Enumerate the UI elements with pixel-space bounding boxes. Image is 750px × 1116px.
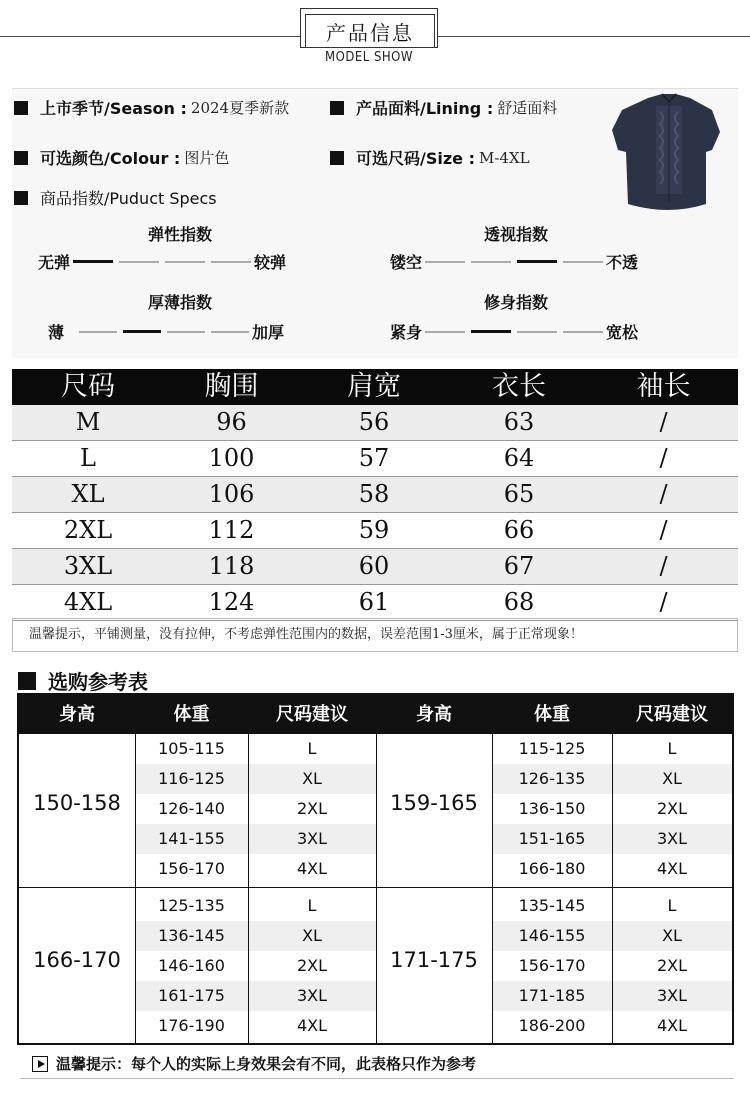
weight-range: 186-200 bbox=[518, 1016, 586, 1035]
size-reference-table bbox=[17, 693, 734, 1045]
scale-segment bbox=[211, 331, 249, 333]
length-col-header: 衣长 bbox=[492, 371, 546, 402]
reference-title bbox=[18, 666, 148, 695]
size-suggestion: 4XL bbox=[296, 1016, 328, 1035]
table-row bbox=[12, 441, 738, 477]
size-suggestion: 2XL bbox=[296, 799, 328, 818]
size-suggestion: 3XL bbox=[656, 986, 688, 1005]
scale-segment bbox=[517, 260, 557, 263]
cell-size: 2XL bbox=[63, 516, 113, 544]
scale-segment bbox=[563, 331, 603, 333]
size-suggestion: 4XL bbox=[656, 859, 688, 878]
size-suggestion: 2XL bbox=[656, 799, 688, 818]
size-info bbox=[330, 146, 530, 169]
cell-chest: 112 bbox=[208, 516, 255, 544]
elasticity-scale bbox=[38, 250, 286, 273]
lining-value: 舒适面料 bbox=[497, 99, 558, 117]
page-title: 产品信息 bbox=[305, 14, 435, 48]
cell-size: 4XL bbox=[63, 588, 113, 616]
bullet-square-icon bbox=[330, 151, 344, 165]
height-col-header: 身高 bbox=[416, 704, 452, 725]
colour-label: 可选颜色/Colour : bbox=[40, 149, 181, 168]
season-value: 2024夏季新款 bbox=[190, 99, 290, 117]
table-row bbox=[12, 585, 738, 621]
scale-segment bbox=[471, 261, 511, 263]
weight-range: 135-145 bbox=[518, 896, 586, 915]
fit-scale bbox=[390, 320, 638, 343]
size-suggest-col-header: 尺码建议 bbox=[636, 704, 708, 725]
colour-value: 图片色 bbox=[184, 149, 230, 167]
scale-right-label: 较弹 bbox=[254, 253, 287, 272]
cell-chest: 106 bbox=[208, 480, 255, 508]
height-range: 171-175 bbox=[390, 948, 478, 972]
cell-length: 63 bbox=[503, 408, 535, 436]
cell-length: 65 bbox=[503, 480, 535, 508]
cell-size: L bbox=[80, 444, 96, 472]
size-suggestion: L bbox=[667, 739, 677, 758]
spec-title-transparency: 透视指数 bbox=[483, 225, 548, 244]
reference-header bbox=[19, 695, 732, 734]
cell-length: 64 bbox=[503, 444, 535, 472]
weight-range: 171-185 bbox=[518, 986, 586, 1005]
weight-range: 156-170 bbox=[158, 859, 225, 878]
size-suggestion: L bbox=[667, 896, 677, 915]
table-row bbox=[12, 549, 738, 585]
size-label: 可选尺码/Size : bbox=[356, 149, 475, 168]
height-range: 159-165 bbox=[390, 791, 478, 815]
weight-range: 141-155 bbox=[158, 829, 225, 848]
size-suggestion: 3XL bbox=[296, 986, 328, 1005]
bullet-square-icon bbox=[14, 101, 28, 115]
scale-left-label: 紧身 bbox=[390, 323, 423, 342]
cell-size: 3XL bbox=[63, 552, 113, 580]
scale-segment bbox=[119, 261, 159, 263]
weight-range: 176-190 bbox=[158, 1016, 225, 1035]
sleeve-col-header: 袖长 bbox=[636, 371, 691, 402]
lining-info bbox=[330, 96, 557, 119]
cell-length: 67 bbox=[503, 552, 535, 580]
cell-length: 68 bbox=[503, 588, 535, 616]
table-row bbox=[12, 405, 738, 441]
scale-right-label: 不透 bbox=[606, 253, 639, 272]
weight-range: 156-170 bbox=[518, 956, 586, 975]
scale-segment bbox=[167, 331, 205, 333]
colour-info bbox=[14, 146, 229, 169]
weight-range: 126-140 bbox=[158, 799, 225, 818]
weight-range: 116-125 bbox=[158, 769, 225, 788]
scale-left-label: 无弹 bbox=[38, 253, 71, 272]
scale-segment bbox=[425, 331, 465, 333]
cell-sleeve: / bbox=[659, 588, 668, 616]
cell-sleeve: / bbox=[659, 408, 668, 436]
size-suggestion: L bbox=[307, 896, 317, 915]
scale-segment bbox=[425, 261, 465, 263]
cell-sleeve: / bbox=[659, 480, 668, 508]
size-value: M-4XL bbox=[479, 148, 530, 167]
bullet-square-icon bbox=[330, 101, 344, 115]
size-table-header bbox=[12, 369, 738, 405]
thickness-scale bbox=[48, 320, 284, 343]
scale-segment bbox=[211, 261, 251, 263]
grid-line bbox=[376, 734, 377, 1043]
weight-range: 146-160 bbox=[158, 956, 225, 975]
cell-shoulder: 60 bbox=[358, 552, 390, 580]
reference-note bbox=[20, 1049, 734, 1079]
header-rule-left bbox=[0, 36, 300, 37]
scale-segment bbox=[517, 331, 557, 333]
grid-line bbox=[19, 887, 732, 888]
cell-chest: 96 bbox=[216, 408, 247, 436]
bullet-square-icon bbox=[14, 191, 28, 205]
cell-length: 66 bbox=[503, 516, 535, 544]
spec-title-fit: 修身指数 bbox=[483, 293, 548, 312]
weight-range: 115-125 bbox=[518, 739, 586, 758]
scale-segment bbox=[563, 261, 603, 263]
size-suggestion: 3XL bbox=[296, 829, 328, 848]
scale-segment bbox=[123, 330, 161, 333]
size-suggestion: 2XL bbox=[656, 956, 688, 975]
specs-info bbox=[14, 186, 217, 209]
product-thumbnail bbox=[608, 92, 730, 222]
size-suggestion: XL bbox=[302, 769, 322, 788]
spec-title-elasticity: 弹性指数 bbox=[147, 225, 212, 244]
table-row bbox=[12, 513, 738, 549]
cell-sleeve: / bbox=[659, 444, 668, 472]
scale-segment bbox=[73, 260, 113, 263]
reference-title-text: 选购参考表 bbox=[48, 670, 148, 694]
cell-shoulder: 58 bbox=[358, 480, 390, 508]
cell-sleeve: / bbox=[659, 552, 668, 580]
bullet-square-icon bbox=[14, 151, 28, 165]
table-row bbox=[12, 477, 738, 513]
season-label: 上市季节/Season : bbox=[40, 99, 187, 118]
scale-segment bbox=[165, 261, 205, 263]
weight-range: 136-150 bbox=[518, 799, 586, 818]
height-col-header: 身高 bbox=[59, 704, 95, 725]
size-suggestion: 4XL bbox=[656, 1016, 688, 1035]
bullet-square-icon bbox=[18, 672, 36, 690]
size-suggestion: 3XL bbox=[656, 829, 688, 848]
measurement-note: 温馨提示，平铺测量，没有拉伸，不考虑弹性范围内的数据，误差范围1-3厘米，属于正常现象！ bbox=[12, 618, 738, 652]
scale-segment bbox=[471, 330, 511, 333]
weight-range: 161-175 bbox=[158, 986, 225, 1005]
cell-shoulder: 57 bbox=[358, 444, 390, 472]
scale-right-label: 加厚 bbox=[252, 323, 285, 342]
weight-range: 146-155 bbox=[518, 926, 586, 945]
reference-note-text: 温馨提示：每个人的实际上身效果会有不同，此表格只作为参考 bbox=[56, 1055, 477, 1073]
size-suggestion: XL bbox=[302, 926, 322, 945]
weight-range: 126-135 bbox=[518, 769, 586, 788]
shoulder-col-header: 肩宽 bbox=[347, 371, 401, 402]
scale-segment bbox=[79, 331, 117, 333]
height-range: 150-158 bbox=[33, 791, 121, 815]
size-suggest-col-header: 尺码建议 bbox=[276, 704, 348, 725]
play-icon bbox=[32, 1056, 48, 1072]
header-rule-right bbox=[438, 36, 750, 37]
spec-title-thickness: 厚薄指数 bbox=[147, 293, 212, 312]
page-subtitle: MODEL SHOW bbox=[325, 50, 413, 65]
cell-size: M bbox=[75, 408, 101, 436]
cell-chest: 118 bbox=[208, 552, 255, 580]
weight-range: 136-145 bbox=[158, 926, 225, 945]
lining-label: 产品面料/Lining : bbox=[356, 99, 494, 118]
scale-left-label: 镂空 bbox=[390, 253, 423, 272]
weight-range: 125-135 bbox=[158, 896, 225, 915]
size-suggestion: L bbox=[307, 739, 317, 758]
weight-col-header: 体重 bbox=[173, 704, 210, 725]
cell-shoulder: 61 bbox=[358, 588, 390, 616]
size-suggestion: XL bbox=[662, 769, 682, 788]
size-suggestion: 4XL bbox=[296, 859, 328, 878]
cell-shoulder: 59 bbox=[358, 516, 390, 544]
transparency-scale bbox=[390, 250, 638, 273]
size-col-header: 尺码 bbox=[61, 371, 115, 402]
cell-chest: 100 bbox=[208, 444, 255, 472]
season-info bbox=[14, 96, 289, 119]
cell-shoulder: 56 bbox=[358, 408, 390, 436]
size-suggestion: 2XL bbox=[296, 956, 328, 975]
scale-left-label: 薄 bbox=[48, 323, 65, 342]
weight-col-header: 体重 bbox=[534, 704, 570, 725]
height-range: 166-170 bbox=[33, 948, 121, 972]
specs-label: 商品指数/Puduct Specs bbox=[40, 189, 217, 208]
chest-col-header: 胸围 bbox=[204, 371, 259, 402]
weight-range: 166-180 bbox=[518, 859, 586, 878]
size-suggestion: XL bbox=[662, 926, 682, 945]
scale-right-label: 宽松 bbox=[606, 323, 639, 342]
weight-range: 151-165 bbox=[518, 829, 586, 848]
cell-sleeve: / bbox=[659, 516, 668, 544]
cell-chest: 124 bbox=[208, 588, 255, 616]
weight-range: 105-115 bbox=[158, 739, 225, 758]
cell-size: XL bbox=[71, 480, 105, 508]
